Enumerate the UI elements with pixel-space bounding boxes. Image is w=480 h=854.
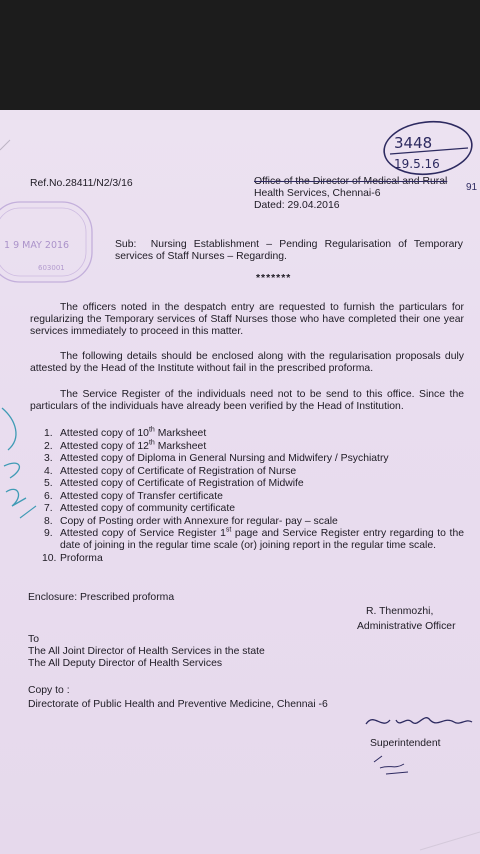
addressee-block — [28, 634, 265, 670]
list-item — [44, 503, 464, 515]
margin-pen-marks — [0, 398, 40, 538]
list-text: Attested copy of Transfer certificate — [60, 490, 223, 502]
signatory-name: R. Thenmozhi, — [366, 606, 434, 617]
screen-top-bar — [0, 0, 480, 110]
list-number: 10. — [42, 552, 57, 564]
reference-number: Ref.No.28411/N2/3/16 — [30, 178, 133, 189]
list-text: Attested copy of 12 — [60, 440, 149, 452]
list-text-tail: Marksheet — [154, 440, 207, 452]
list-number: 7. — [44, 503, 53, 514]
list-number: 2. — [44, 440, 53, 452]
paragraph-2-text: The following details should be enclosed along with the regularisation proposals duly attested by the Head of the Institute without fail in the prescribed proforma. — [30, 351, 464, 374]
inward-date: 19.5.16 — [394, 157, 440, 171]
list-text: Proforma — [60, 552, 103, 564]
list-item — [44, 441, 464, 453]
office-dated: Dated: 29.04.2016 — [254, 200, 340, 211]
enclosure-list — [44, 428, 464, 565]
list-item — [44, 491, 464, 503]
list-item — [44, 466, 464, 478]
margin-note: 91 — [466, 182, 478, 193]
list-number: 5. — [44, 478, 53, 489]
list-sup: th — [148, 426, 155, 434]
list-text: Attested copy of 10 — [60, 428, 149, 439]
subject — [115, 239, 463, 263]
list-text-tail: Marksheet — [154, 428, 207, 439]
addressee-line: The All Deputy Director of Health Services — [28, 658, 223, 669]
paragraph-3 — [30, 389, 464, 413]
copy-to-line: Directorate of Public Health and Preventive Medicine, Chennai -6 — [28, 699, 328, 710]
received-stamp — [0, 196, 96, 286]
list-number: 6. — [44, 490, 53, 502]
office-line-2: Health Services, Chennai-6 — [254, 188, 381, 199]
list-text: Attested copy of Diploma in General Nursing and Midwifery / Psychiatry — [60, 453, 389, 464]
inward-number-stamp — [380, 118, 476, 180]
list-text: Copy of Posting order with Annexure for regular- pay – scale — [60, 515, 338, 527]
list-item — [44, 428, 464, 440]
inward-number: 3448 — [394, 134, 433, 152]
paragraph-1-text: The officers noted in the despatch entry are requested to furnish the particulars for regularizing the Temporary services of Staff Nurses those who have completed their one year services immediately to proceed in this matter. — [30, 302, 464, 337]
list-number: 3. — [44, 453, 53, 464]
list-number: 1. — [44, 428, 53, 439]
list-item — [44, 528, 464, 552]
office-line-1: Office of the Director of Medical and Rural — [254, 176, 448, 187]
document-page — [0, 110, 480, 854]
list-number: 4. — [44, 465, 53, 477]
list-item — [44, 453, 464, 465]
list-text: Attested copy of Certificate of Registration of Nurse — [60, 465, 297, 477]
list-item — [42, 553, 464, 565]
subject-text: Nursing Establishment – Pending Regularisation of Temporary services of Staff Nurses – Regarding. — [115, 239, 463, 262]
received-code: 603001 — [38, 264, 65, 272]
addressee-line: The All Joint Director of Health Services in the state — [28, 646, 265, 657]
copy-to-label: Copy to : — [28, 685, 70, 696]
received-date: 1 9 MAY 2016 — [4, 240, 70, 251]
superintendent-label: Superintendent — [370, 738, 441, 749]
list-text: Attested copy of Certificate of Registration of Midwife — [60, 478, 304, 489]
list-item — [44, 516, 464, 528]
list-text: Attested copy of community certificate — [60, 503, 235, 514]
paragraph-1 — [30, 302, 464, 338]
enclosure-note: Enclosure: Prescribed proforma — [28, 592, 175, 603]
separator: ******* — [256, 273, 292, 284]
office-address — [254, 176, 447, 212]
signatory-designation: Administrative Officer — [357, 621, 456, 632]
list-text: Attested copy of Service Register 1 — [60, 528, 226, 539]
paragraph-2 — [30, 351, 464, 375]
subject-label: Sub: — [115, 239, 137, 250]
list-number: 8. — [44, 515, 53, 527]
copy-to-block — [28, 685, 328, 711]
to-label: To — [28, 634, 39, 645]
list-text-tail: page and Service Register entry regarding to the date of joining in the regular time scale (or) joining report in the regular time scale. — [60, 528, 465, 551]
list-sup: th — [148, 439, 155, 447]
list-number: 9. — [44, 528, 53, 539]
list-item — [44, 478, 464, 490]
paragraph-3-text: The Service Register of the individuals need not to be send to this office. Since the particulars of the individuals have already been verified by the Head of Institution. — [30, 389, 464, 412]
list-sup: st — [225, 526, 232, 534]
